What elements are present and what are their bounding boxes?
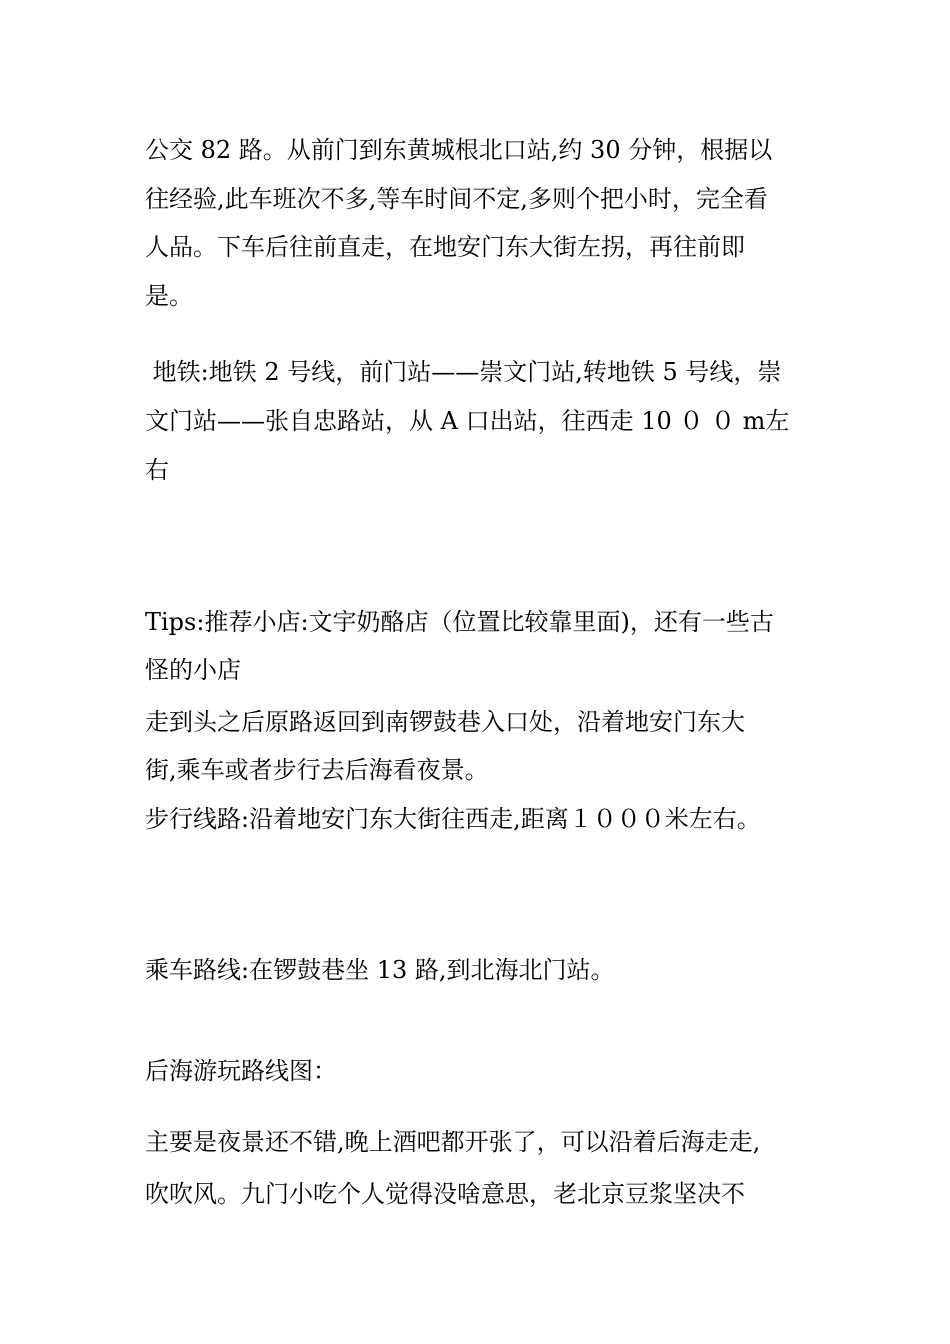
text-line: 乘车路线:在锣鼓巷坐 13 路,到北海北门站。 — [145, 956, 615, 984]
text-line: Tips:推荐小店:文宇奶酪店（位置比较靠里面)，还有一些古 — [145, 608, 774, 636]
text-line: 文门站——张自忠路站，从 A 口出站，往西走 10 ０ ０ m左 — [145, 407, 790, 435]
text-line: 是。 — [145, 282, 193, 310]
text-line: 街,乘车或者步行去后海看夜景。 — [145, 756, 489, 784]
text-line: 主要是夜景还不错,晚上酒吧都开张了，可以沿着后海走走, — [145, 1128, 761, 1156]
text-line: 公交 82 路。从前门到东黄城根北口站,约 30 分钟，根据以 — [145, 136, 773, 164]
text-line: 走到头之后原路返回到南锣鼓巷入口处，沿着地安门东大 — [145, 708, 745, 736]
section-heading: 后海游玩路线图： — [145, 1057, 337, 1085]
text-line: 步行线路:沿着地安门东大街往西走,距离１０００米左右。 — [145, 805, 761, 833]
text-line: 吹吹风。九门小吃个人觉得没啥意思，老北京豆浆坚决不 — [145, 1180, 745, 1208]
text-line: 地铁:地铁 2 号线，前门站——崇文门站,转地铁 5 号线，崇 — [145, 358, 782, 386]
text-line: 怪的小店 — [145, 656, 241, 684]
text-line: 右 — [145, 456, 169, 484]
text-line: 往经验,此车班次不多,等车时间不定,多则个把小时，完全看 — [145, 185, 768, 213]
text-line: 人品。下车后往前直走，在地安门东大街左拐，再往前即 — [145, 233, 745, 261]
